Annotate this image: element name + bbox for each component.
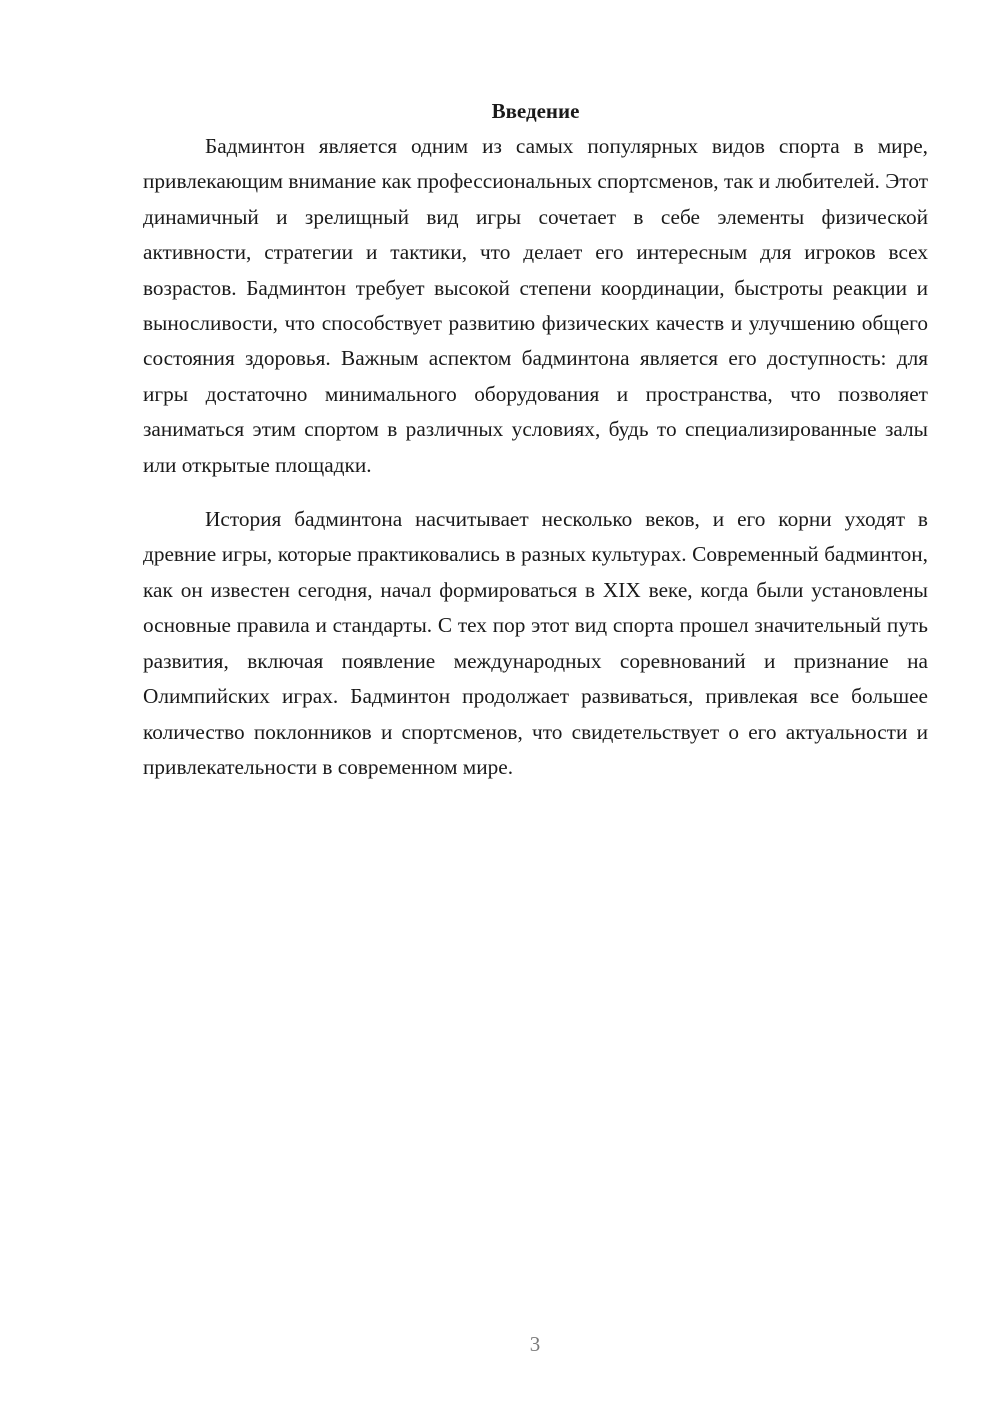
page-content — [143, 94, 928, 785]
paragraph-history: История бадминтона насчитывает несколько веков, и его корни уходят в древние игры, которые практиковались в разных культурах. Современный бадминтон, как он известен сегодня, начал формироваться в XIX веке, когда были установлены основные правила и стандарты. С тех пор этот вид спорта прошел значительный путь развития, включая появление международных соревнований и признание на Олимпийских играх. Бадминтон продолжает развиваться, привлекая все большее количество поклонников и спортсменов, что свидетельствует о его актуальности и привлекательности в современном мире. — [143, 507, 928, 779]
section-title: Введение — [491, 99, 580, 123]
paragraph-intro: Бадминтон является одним из самых популярных видов спорта в мире, привлекающим внимание как профессиональных спортсменов, так и любителей. Этот динамичный и зрелищный вид игры сочетает в себе элементы физической активности, стратегии и тактики, что делает его интересным для игроков всех возрастов. Бадминтон требует высокой степени координации, быстроты реакции и выносливости, что способствует развитию физических качеств и улучшению общего состояния здоровья. Важным аспектом бадминтона является его доступность: для игры достаточно минимального оборудования и пространства, что позволяет заниматься этим спортом в различных условиях, будь то специализированные залы или открытые площадки. — [143, 134, 928, 477]
page-number: 3 — [529, 1332, 541, 1356]
